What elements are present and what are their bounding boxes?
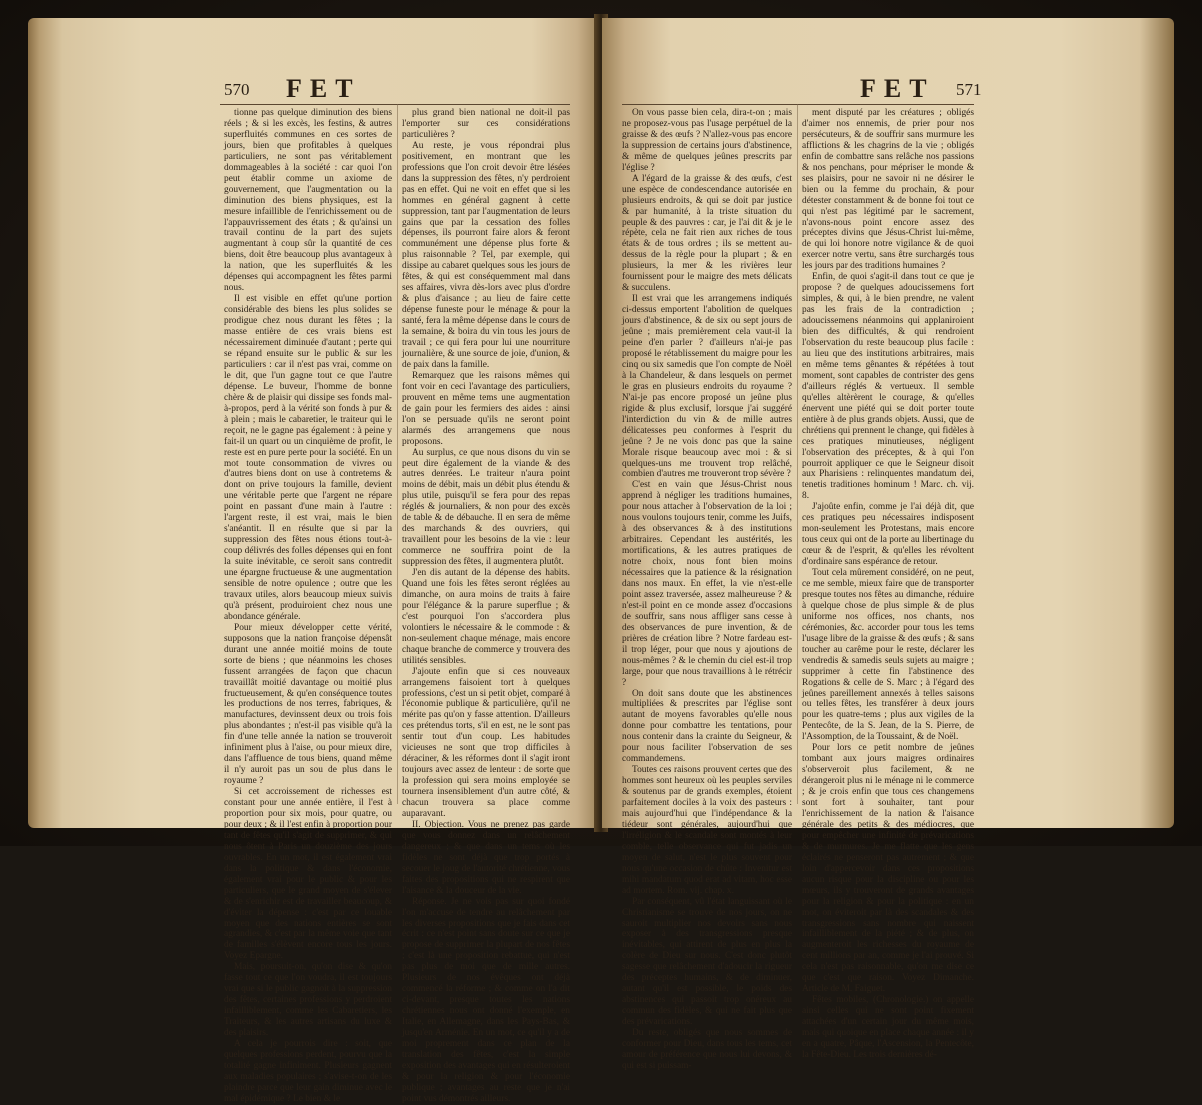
column-divider — [397, 104, 398, 804]
paragraph: Mais, poursuit-on, qu'on dise & qu'on fasse tout ce que l'on voudra, il est toujours vrai que si le public gagnoit à la suppression des fêtes, certaines professions y perdroient infailliblement, comme les Cabaretiers, les Traiteurs, & les autres artisans du luxe & des plaisirs. — [224, 962, 392, 1039]
paragraph: Du reste, obligés que nous sommes de conformer pour Dieu, dans tous les tems, cet amour de préférence que nous lui devons, & qui est si puissam- — [622, 1028, 792, 1071]
page-number: 570 — [224, 80, 250, 99]
page-number: 571 — [956, 80, 982, 99]
left-page — [28, 18, 600, 1104]
paragraph: II. Objection. Vous ne prenez pas garde que vous donnez dans un relâchement dangereux ; & que dans un tems où les fidèles ne sont déjà que trop portés à secouer le joug de l'autorité chrétienne, vous faites des propositions qui ne respirent que l'aisance & la douceur de la vie. — [402, 819, 570, 896]
text-column-1 — [622, 108, 792, 1071]
paragraph: Réponse. Je ne vois pas sur quoi fondé l'on m'accuse de tendre au relâchement par les diverses propositions que je fais dans cet écrit : ce n'est point sans doute sur ce que je propose de supprimer la plupart de nos fêtes ; c'est là une proposition rebattue, qui n'est pas plus de moi que de mille autres. Plusieurs de nos évêques ont déjà commencé la réforme ; & comme on l'a dit ci-devant, presque toutes les nations chrétiennes nous ont donné l'exemple, en Italie, en Allemagne, dans les Pays-Bas, & jusqu'en Arménie. En un mot, ce qu'il y a de moi proprement dans ce plan de la translation des fêtes, c'est la simple exposition des avantages qui en résulteroient & pour la religion & pour l'économie publique ; avantages au reste que je n'ai point vus démontrés ailleurs. — [402, 896, 570, 1104]
paragraph: Remarquez que les raisons mêmes qui font voir en ceci l'avantage des particuliers, prouvent en même tems une augmentation de gain pour les fermiers des aides : ainsi l'on se persuade qu'ils ne seront point alarmés des arrangemens que nous proposons. — [402, 370, 570, 447]
paragraph: Tout cela mûrement considéré, on ne peut, ce me semble, mieux faire que de transporter presque toutes nos fêtes au dimanche, réduire à quelque chose de plus simple & de plus uniforme nos offices, nos chants, nos cérémonies, &c. accorder pour tous les tems l'usage libre de la graisse & des œufs ; & sans toucher au carême pour le reste, déclarer les vendredis & samedis seuls sujets au maigre ; supprimer à cette fin l'abstinence des Rogations & celle de S. Marc ; à l'égard des jeûnes pareillement annexés à telles saisons ou telles fêtes, les transférer à deux jours pour les quatre-tems ; plus aux vigiles de la Pentecôte, de la S. Jean, de la S. Pierre, de l'Assomption, de la Toussaint, & de Noël. — [802, 568, 974, 743]
running-head: FET — [860, 74, 935, 103]
text-column-1 — [224, 108, 392, 1104]
paragraph: Toutes ces raisons prouvent certes que des hommes sont heureux où les peuples serviles & soutenus par de grands exemples, étoient parfaitement dociles à la voix des pasteurs : mais aujourd'hui que l'indépendance & la tiédeur sont générales, aujourd'hui que l'irréligion & le scandale sont montés à leur comble, telle observance qui fut jadis un moyen de salut, n'est le plus souvent pour nous qu'une occasion de chûte : Invenitur est mihi mandatum quod erat ad vitam, hoc esse ad mortem. Rom. vij. chap. x. — [622, 765, 792, 896]
paragraph: Par conséquent, vû l'état languissant où le Christianisme se trouve de nos jours, on ne sauroit multiplier nos devoirs sans nous exposer à des transgressions presque inévitables, qui attirent de plus en plus la colère de Dieu sur nous. C'est donc plutôt sagesse que relâchement d'adoucir la rigueur des préceptes humains, & de diminuer, autant qu'il est possible, le poids des abstinences qui passoit trop onéreux au commun des fidèles, & qui ne fait plus que des prévarications. — [622, 896, 792, 1028]
paragraph: A cela je pourrois dire : soit, que quelques professions perdent, pourvu que la totalité gagne infiniment. Plusieurs gagnent aux maladies populaires ; s'avise-t-on de les plaindre parce que leur gain diminue avec le mal épidémique ? Le bien & le — [224, 1039, 392, 1104]
paragraph: J'ajoûte enfin, comme je l'ai déjà dit, que ces pratiques peu nécessaires indisposent mon-seulement les Protestans, mais encore tous ceux qui ont de la porte au libertinage du cœur & de l'esprit, & qu'elles les révoltent d'ordinaire sans espérance de retour. — [802, 502, 974, 568]
paragraph: J'en dis autant de la dépense des habits. Quand une fois les fêtes seront réglées au dimanche, on aura moins de traits à faire pour l'élégance & la parure superflue ; & c'est pourquoi l'on s'accordera plus volontiers le nécessaire & le commode : & non-seulement chaque ménage, mais encore chaque branche de commerce y trouvera des utilités sensibles. — [402, 568, 570, 666]
paragraph: Pour lors ce petit nombre de jeûnes tombant aux jours maigres ordinaires s'observeroit plus facilement, & ne dérangeroit plus ni le ménage ni le commerce ; & je crois enfin que tous ces changemens sont fort à souhaiter, tant pour l'enrichissement de la nation & l'aisance générale des petits & des médiocres, que pour empêcher une infinité de prévarications & de murmures. Je me flatte que les gens éclairés ne penseront pas autrement ; & que loin d'appercevoir dans ces propositions aucun risque pour la discipline ou pour les mœurs, ils y trouveront de grands avantages pour la religion & pour la politique : en un mot, on éviteroit par là des scandales & des transgressions sans nombre qui naissent infailliblement de la piété ; & de plus, on augmenteroit les richesses du royaume de cent millions par an, comme je l'ai prouvé. Si cela n'est pas raisonnable, qu'on me dise ce que c'est que raison. Voyez Dimanche. Article de M. Faiguet. — [802, 743, 974, 995]
right-page — [602, 18, 1174, 1071]
text-column-2 — [402, 108, 570, 1104]
paragraph: Au reste, je vous répondrai plus positivement, en montrant que les professions que l'on croit devoir être lésées dans la suppression des fêtes, n'y perdroient pas en effet. Qui ne voit en effet que si les hommes en général gagnent à cette suppression, tant par l'augmentation de leurs gains que par la cessation des folles dépenses, ils pourront faire alors & feront communément une dépense plus forte & plus raisonnable ? Tel, par exemple, qui dissipe au cabaret quelques sous les jours de fêtes, & qui est conséquemment mal dans ses affaires, vivra dès-lors avec plus d'ordre & plus d'aisance ; au lieu de faire cette dépense funeste pour le ménage & pour la santé, fera la même dépense dans le cours de la semaine, & boira du vin tous les jours de travail ; ce qui fera pour lui une nourriture journalière, & une source de joie, d'union, & de paix dans la famille. — [402, 140, 570, 370]
header-rule — [220, 104, 570, 105]
paragraph: Il est visible en effet qu'une portion considérable des biens les plus solides se prodigue chez nous durant les fêtes ; la masse entière de ces vrais biens est nécessairement diminuée d'autant ; perte qui se répand ensuite sur le public & sur les particuliers : car il n'est pas vrai, comme on le dit, que l'un gagne tout ce que l'autre dépense. Le buveur, l'homme de bonne chère & de plaisir qui dissipe ses fonds mal-à-propos, perd à la vérité son fonds à pur & à plein ; mais le cabaretier, le traiteur qui le reçoit, ne le gagne pas également : à peine y fait-il un quart ou un cinquième de profit, le reste est en pure perte pour la société. En un mot toute consommation de vivres ou d'autres biens dont on use à contretems & dont on prive toujours la famille, devient une véritable perte que l'argent ne répare point en passant d'une main à l'autre : l'argent reste, il est vrai, mais le bien s'anéantit. Il en résulte que si par la suppression des fêtes nous étions tout-à-coup délivrés des folles dépenses qui en font la suite inévitable, ce seroit sans contredit une épargne fructueuse & une augmentation sensible de notre opulence ; outre que les travaux utiles, alors beaucoup mieux suivis qu'à présent, produiroient chez nous une abondance générale. — [224, 294, 392, 622]
paragraph: Enfin, de quoi s'agit-il dans tout ce que je propose ? de quelques adoucissemens fort simples, & qui, à le bien prendre, ne valent pas les frais de la contradiction ; adoucissemens néanmoins qui applaniroient bien des difficultés, & qui rendroient l'observation du reste beaucoup plus facile : au lieu que des institutions arbitraires, mais en même tems gênantes & répétées à tout moment, sont capables de contrister des gens d'ailleurs réglés & vertueux. Il semble qu'elles altèrèrent le courage, & qu'elles énervent une piété qui se doit porter toute entière à de plus grands objets. Aussi, que de chrétiens qui prennent le change, qui fidèles à ces pratiques minutieuses, négligent l'observation des préceptes, & à qui l'on pourroit appliquer ce que le Seigneur disoit aux Pharisiens : relinquentes mandatum dei, tenetis traditiones hominum ! Marc. ch. vij. 8. — [802, 272, 974, 502]
paragraph: A l'égard de la graisse & des œufs, c'est une espèce de condescendance autorisée en plusieurs endroits, & qui se doit par justice & par humanité, à la triste situation du peuple & des pauvres : car, je l'ai dit & je le répète, cela ne fait rien aux riches de tous états & de tous ordres ; ils se mettent au-dessus de la règle pour la plupart ; & en plusieurs, la mer & les rivières leur fournissent pour le maigre des mets délicats & succulens. — [622, 173, 792, 294]
paragraph: On vous passe bien cela, dira-t-on ; mais ne proposez-vous pas l'usage perpétuel de la graisse & des œufs ? N'allez-vous pas encore la suppression de certains jours d'abstinence, & même de quelques jeûnes prescrits par l'église ? — [622, 108, 792, 173]
paragraph: J'ajoute enfin que si ces nouveaux arrangemens faisoient tort à quelques professions, c'est un si petit objet, comparé à l'économie publique & particulière, qu'il ne mérite pas qu'on y fasse attention. D'ailleurs ces prétendus torts, s'il en est, ne le sont pas sentir tout d'un coup. Les habitudes vicieuses ne sont que trop difficiles à déraciner, & les réformes dont il s'agit iront toujours avec assez de lenteur : de sorte que la profession qui sera moins employée se tournera insensiblement d'un autre côté, & chacun trouvera sa place comme auparavant. — [402, 666, 570, 819]
paragraph: On doit sans doute que les abstinences multipliées & prescrites par l'église sont autant de moyens favorables qu'elle nous donne pour combattre les tentations, pour nous contenir dans la crainte du Seigneur, & pour nous faciliter l'observation de ses commandemens. — [622, 688, 792, 765]
paragraph: Au surplus, ce que nous disons du vin se peut dire également de la viande & des autres denrées. Le traiteur n'aura point moins de débit, mais un débit plus étendu & plus utile, puisqu'il se fera pour des repas réglés & journaliers, & non pour des excès de table & de débauche. Il en sera de même des marchands & des ouvriers, qui travaillent pour les besoins de la vie : leur commerce ne souffrira point de la suppression des fêtes, il augmentera plutôt. — [402, 447, 570, 568]
paragraph: ment disputé par les créatures ; obligés d'aimer nos ennemis, de prier pour nos persécuteurs, & de souffrir sans murmure les afflictions & les chagrins de la vie ; obligés enfin de combattre sans relâche nos passions & nos penchans, pour mépriser le monde & ses plaisirs, pour ne savoir ni ne désirer le bien ou la femme du prochain, & pour détester constamment & de bonne foi tout ce qui n'est pas légitimé par le sacrement, n'avons-nous point encore assez des préceptes divins que Jésus-Christ lui-même, de qui loi honore notre vigilance & de quoi exercer notre vertu, sans être surchargés tous les jours par des traditions humaines ? — [802, 108, 974, 272]
paragraph: Fêtes mobiles, (Chronologie.) on appelle ainsi celles qui ne sont point fixement attachées d'un certain jour du même mois, mais qui quoique en place chaque année : il y en a quatre, Pâque, l'Ascension, la Pentecôte, la Fête-Dieu. Les trois dernières dé- — [802, 995, 974, 1060]
paragraph: C'est en vain que Jésus-Christ nous apprend à négliger les traditions humaines, pour nous attacher à l'observation de la loi ; nous voulons toujours tenir, comme les Juifs, à des observances & à des institutions arbitraires. Cependant les austérités, les mortifications, & les autres pratiques de notre choix, nous font bien moins nécessaires que la patience & la résignation dans nos maux. En effet, la vie n'est-elle point assez traversée, assez malheureuse ? & n'est-il point en ce monde assez d'occasions de souffrir, sans nous affliger sans cesse à des observances de pure invention, & de prières de création libre ? Notre fardeau est-il trop léger, pour que nous y ajoutions de nous-mêmes ? & le chemin du ciel est-il trop large, pour que nous travaillions à le rétrécir ? — [622, 480, 792, 688]
left-page-header — [28, 76, 600, 102]
paragraph: tionne pas quelque diminution des biens réels ; & si les excès, les festins, & autres superfluités communes en ces sortes de jours, bien que profitables à quelques particuliers, ne sont pas véritablement dommageables à la société : car quoi l'on peut établir comme un axiome de gouvernement, que l'augmentation ou la diminution des biens physiques, est la mesure infaillible de l'enrichissement ou de l'appauvrissement des états ; & qu'ainsi un travail continu de la part des sujets augmentant à coup sûr la quantité de ces biens, doit être beaucoup plus avantageux à la nation, que les superfluités & les dépenses qui accompagnent les fêtes parmi nous. — [224, 108, 392, 294]
column-divider — [797, 104, 798, 804]
right-page-header — [602, 76, 1174, 102]
text-column-2 — [802, 108, 974, 1060]
paragraph: plus grand bien national ne doit-il pas l'emporter sur ces considérations particulières ? — [402, 108, 570, 140]
paragraph: Il est vrai que les arrangemens indiqués ci-dessus emportent l'abolition de quelques jours d'abstinence, & de six ou sept jours de jeûne ; mais premièrement cela vaut-il la peine d'en parler ? d'ailleurs n'ai-je pas proposé le rétablissement du maigre pour les cinq ou six samedis que l'on compte de Noël à la Chandeleur, & dans lesquels on permet le gras en plusieurs endroits du royaume ? N'ai-je pas encore proposé un jeûne plus rigide & plus exclusif, lorsque j'ai suggéré l'interdiction du vin & de mille autres délicatesses peu conformes à l'esprit du jeûne ? Je ne vois donc pas que la saine Morale risque beaucoup avec moi : & si quelques-uns me trouvent trop relâché, combien d'autres me trouveront trop sévère ? — [622, 294, 792, 480]
header-rule — [622, 104, 974, 105]
paragraph: Si cet accroissement de richesses est constant pour une année entière, il l'est à proportion pour six mois, pour quatre, ou pour deux ; & il l'est enfin à proportion pour tant de fêtes qu'il s'agit de supprimer, & qui nous ôtent à Paris un douzième des jours ouvrables. En un mot, il est également vrai dans la politique & dans l'économie, également vrai pour le public & pour les particuliers, que le grand moyen de s'élever & de s'enrichir est de travailler beaucoup, & d'éviter la dépense : c'est par ce louable moyen que des nations entières se sont agrandies, & c'est par la même voie que tant de familles s'élèvent encore tous les jours. Voyez Epargne. — [224, 787, 392, 962]
running-head: FET — [286, 74, 361, 103]
paragraph: Pour mieux développer cette vérité, supposons que la nation françoise dépensât durant une année moitié moins de toute sorte de biens ; que néanmoins les choses fussent arrangées de façon que chacun travaillât moitié davantage ou moitié plus fructueusement, & qu'en conséquence toutes les productions de nos terres, fabriques, & manufactures, devinssent deux ou trois fois plus abondantes ; n'est-il pas visible qu'à la fin d'une telle année la nation se trouveroit infiniment plus à l'aise, ou pour mieux dire, dans l'affluence de tous biens, quand même il n'y auroit pas un sou de plus dans le royaume ? — [224, 622, 392, 787]
